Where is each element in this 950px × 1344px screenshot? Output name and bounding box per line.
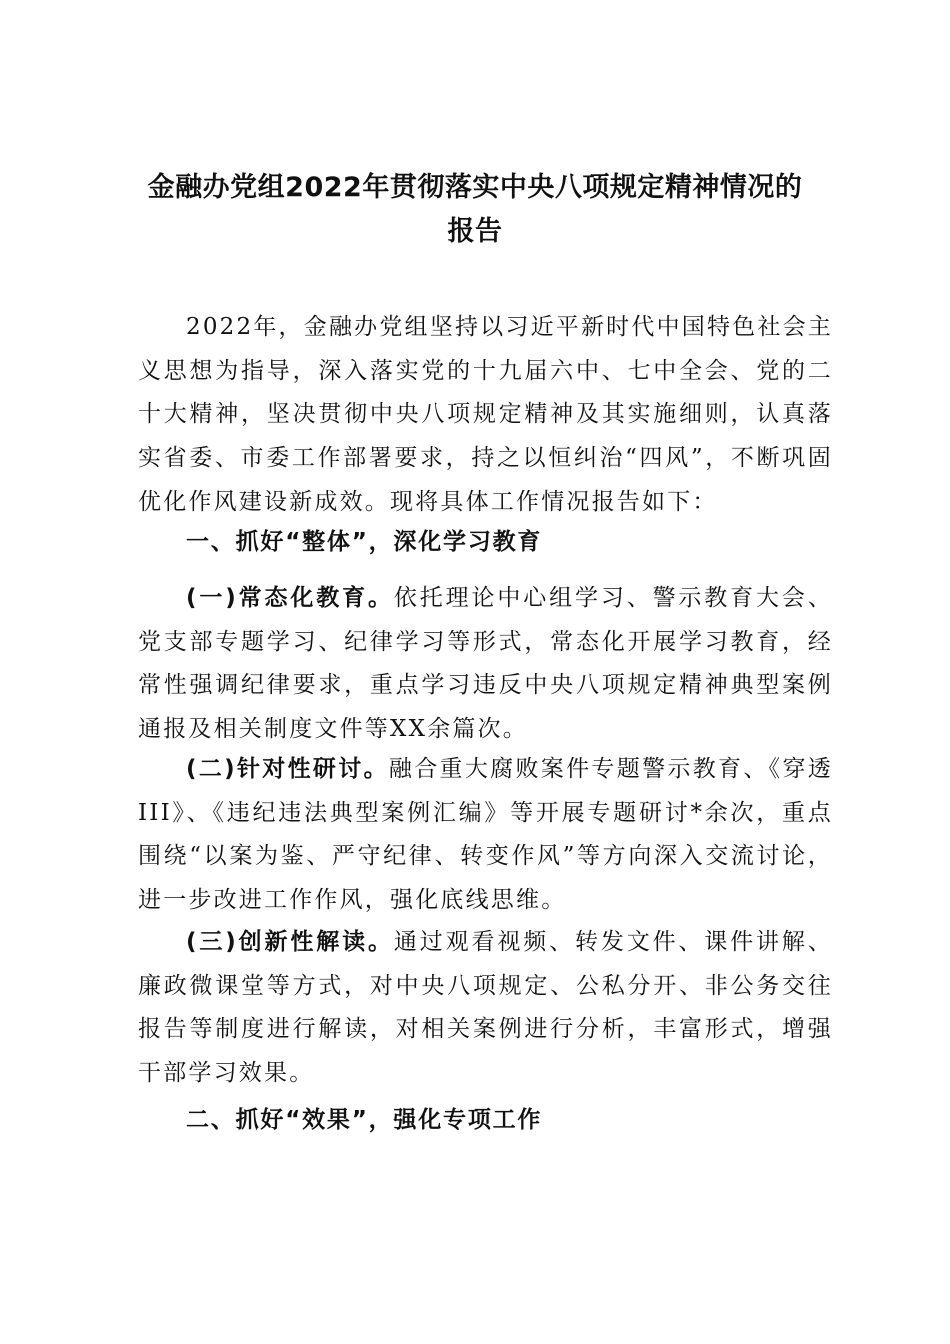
item-text: 依托理论中心组学习、警示教育大会、党支部专题学习、纪律学习等形式，常态化开展学习教育，经常性强调纪律要求，重点学习违反中央八项规定精神典型案例通报及相关制度文件等XX余篇次。 <box>138 585 833 743</box>
item-text: 融合重大腐败案件专题警示教育、《穿透III》、《违纪违法典型案例汇编》等开展专题研讨*余次，重点围绕“以案为鉴、严守纪律、转变作风”等方向深入交流讨论，进一步改进工作作风，强化底线思维。 <box>138 756 833 914</box>
document-title-line2: 报告 <box>447 216 503 247</box>
section2-heading: 二、抓好“效果”，强化专项工作 <box>186 1107 543 1133</box>
section1-item-2 <box>138 748 833 923</box>
section1-item-3 <box>138 921 833 1096</box>
section1-item-1 <box>138 577 833 752</box>
item-text: 通过观看视频、转发文件、课件讲解、廉政微课堂等方式，对中央八项规定、公私分开、非公务交往报告等制度进行解读，对相关案例进行分析，丰富形式，增强干部学习效果。 <box>138 929 833 1087</box>
item-lead: (一)常态化教育。 <box>186 585 394 611</box>
section1-heading: 一、抓好“整体”，深化学习教育 <box>186 529 543 555</box>
document-title-line1: 金融办党组2022年贯彻落实中央八项规定精神情况的 <box>147 172 803 203</box>
item-lead: (三)创新性解读。 <box>186 929 394 955</box>
intro-paragraph <box>138 306 833 525</box>
intro-text: 2022年，金融办党组坚持以习近平新时代中国特色社会主义思想为指导，深入落实党的十九届六中、七中全会、党的二十大精神，坚决贯彻中央八项规定精神及其实施细则，认真落实省委、市委工作部署要求，持之以恒纠治“四风”，不断巩固优化作风建设新成效。现将具体工作情况报告如下： <box>138 314 833 515</box>
item-lead: (二)针对性研讨。 <box>186 756 389 782</box>
